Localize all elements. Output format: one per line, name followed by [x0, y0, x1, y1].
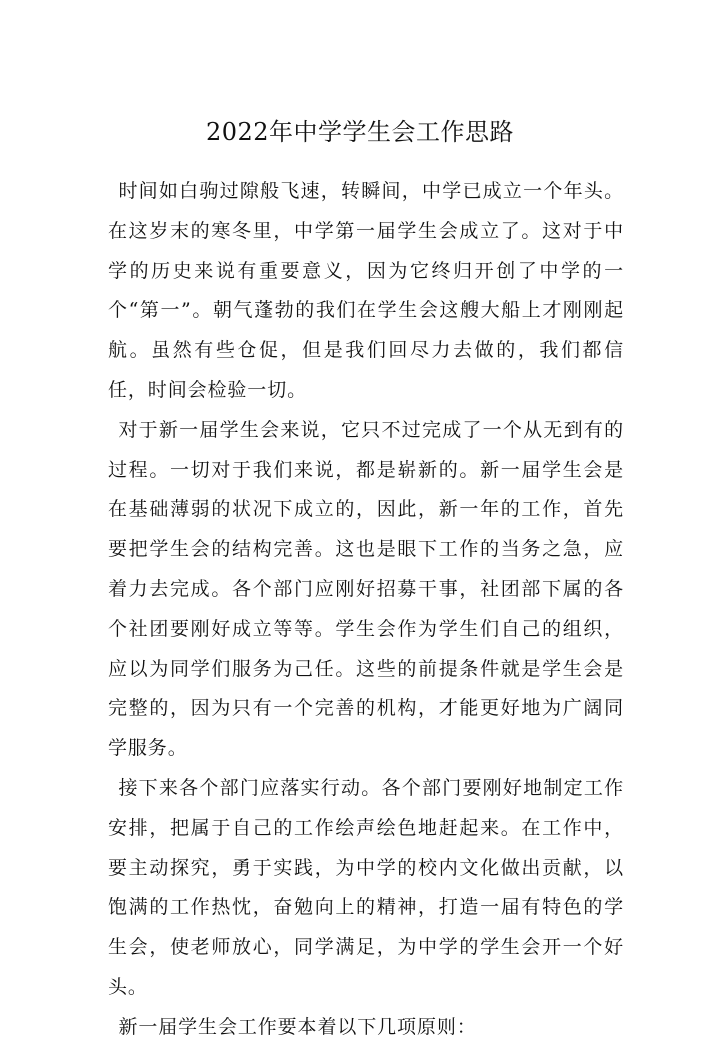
paragraph: 对于新一届学生会来说，它只不过完成了一个从无到有的过程。一切对于我们来说，都是崭新的。新一届学生会是在基础薄弱的状况下成立的，因此，新一年的工作，首先要把学生会的结构完善。这也是眼下工作的当务之急，应着力去完成。各个部门应刚好招募干事，社团部下属的各个社团要刚好成立等等。学生会作为学生们自己的组织，应以为同学们服务为己任。这些的前提条件就是学生会是完整的，因为只有一个完善的机构，才能更好地为广阔同学服务。: [108, 418, 624, 760]
paragraph: 新一届学生会工作要本着以下几项原则：: [118, 1015, 477, 1038]
paragraph: 接下来各个部门应落实行动。各个部门要刚好地制定工作安排，把属于自己的工作绘声绘色地赶起来。在工作中，要主动探究，勇于实践，为中学的校内文化做出贡献，以饱满的工作热忱，奋勉向上的精神，打造一届有特色的学生会，使老师放心，同学满足，为中学的学生会开一个好头。: [108, 776, 624, 998]
page-title: 2022年中学学生会工作思路: [205, 118, 515, 146]
document-body: [108, 172, 624, 1048]
paragraph: 时间如白驹过隙般飞速，转瞬间，中学已成立一个年头。在这岁末的寒冬里，中学第一届学生会成立了。这对于中学的历史来说有重要意义，因为它终归开创了中学的一个“第一”。朝气蓬勃的我们在学生会这艘大船上才刚刚起航。虽然有些仓促，但是我们回尽力去做的，我们都信任，时间会检验一切。: [108, 180, 624, 401]
